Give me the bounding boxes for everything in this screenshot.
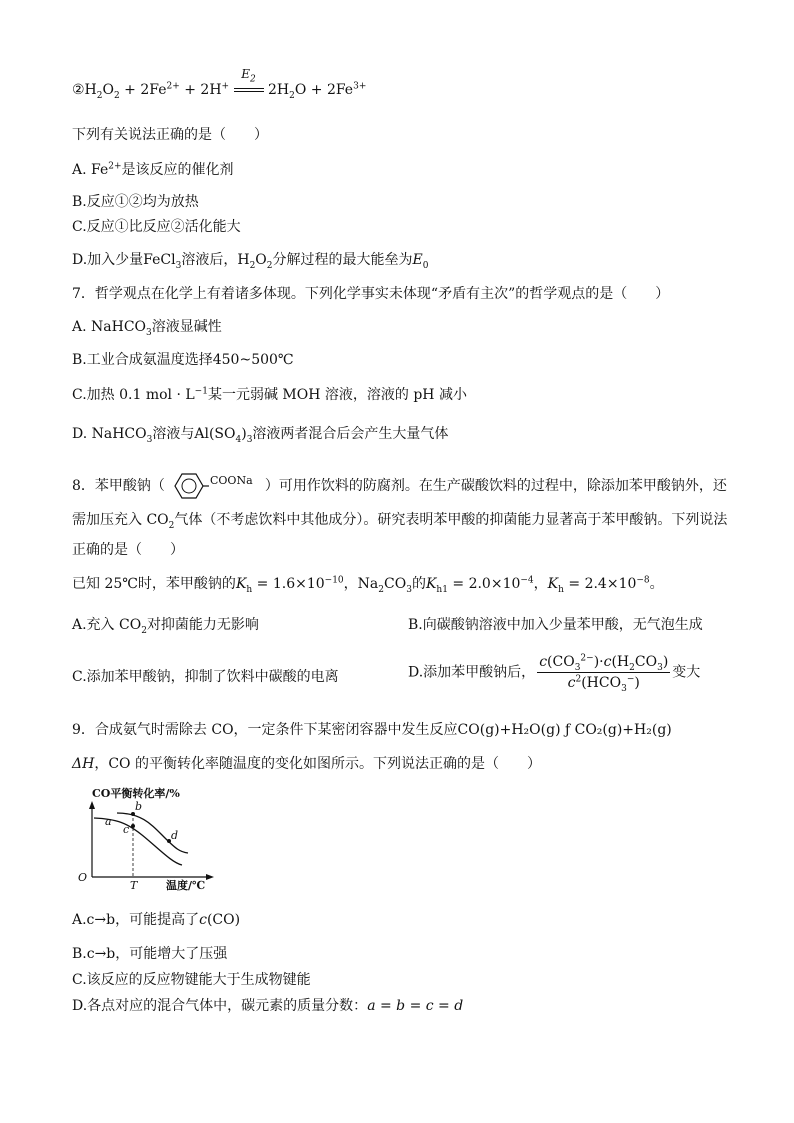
q6-option-d-e: E (412, 252, 423, 268)
q9-option-d-eq: a = b = c = d (367, 998, 464, 1014)
q8-given-end: 。 (649, 576, 664, 592)
q9-option-a (72, 910, 240, 930)
q9-option-d-pre: D.各点对应的混合气体中，碳元素的质量分数： (72, 998, 368, 1014)
q9-option-b: B.c→b，可能增大了压强 (72, 946, 228, 962)
q8-given-val1: = 1.6×10 (252, 576, 325, 592)
q8-given-val2: = 2.0×10 (447, 576, 521, 592)
q6-option-a-sup: 2+ (108, 161, 122, 172)
q8-option-a-pre: A.充入 CO (72, 617, 142, 633)
q9-option-a-c: c (199, 912, 207, 928)
point-b-label: b (135, 800, 143, 813)
q7-option-d-pre: D. NaHCO (72, 426, 147, 442)
q7-option-b: B.工业合成氨温度选择450~500℃ (72, 352, 294, 368)
reaction-2: $②H_2O_2 + 2Fe^{2+} + 2H^+$ $E_2$ $2H_2O + 2Fe^{3+}$ (72, 67, 367, 101)
q8-given-exp2: −4 (520, 575, 534, 586)
q6-option-c: C.反应①比反应②活化能大 (72, 219, 241, 235)
q8-option-d (408, 652, 700, 693)
q8-given-mid3: 的 (411, 576, 426, 592)
q8-stem-line1 (72, 470, 727, 502)
q8-stem-line2: 需加压充入 $CO_2$气体（不考虑饮料中其他成分）。研究表明苯甲酸的抑菌能力显著高于苯甲酸钠。下列说法 (72, 512, 728, 531)
reaction-arrow (234, 67, 264, 100)
benzene-ring-icon (165, 470, 265, 502)
q8-given-exp1: −10 (324, 575, 344, 586)
point-d-label: d (171, 829, 179, 842)
q6-option-a (72, 160, 234, 180)
q8-given-val3: = 2.4×10 (563, 576, 637, 592)
graph-origin: O (78, 871, 88, 884)
point-c (131, 824, 135, 828)
q9-option-c: C.该反应的反应物键能大于生成物键能 (72, 972, 311, 988)
q6-option-d-e-sub: 0 (422, 260, 429, 271)
q6-option-d-pre: D.加入少量FeCl (72, 252, 176, 268)
point-a-label: a (105, 815, 112, 828)
benzoate-label: COONa (209, 474, 253, 487)
q8-stem-pre: 8．苯甲酸钠（ (72, 478, 165, 494)
q9-option-d (72, 996, 463, 1016)
q9-option-a-post: (CO) (206, 912, 241, 928)
q8-option-d-pre: D.添加苯甲酸钠后， (408, 664, 536, 681)
q6-option-a-post: 是该反应的催化剂 (121, 162, 234, 178)
reaction-label-sub: 2 (250, 74, 256, 85)
q9-equation: CO(g)+H₂O(g) ƒ CO₂(g)+H₂(g) (457, 722, 672, 738)
q8-option-b: B.向碳酸钠溶液中加入少量苯甲酸，无气泡生成 (408, 617, 703, 633)
point-c-label: c (123, 823, 130, 836)
q8-option-a-post: 对抑菌能力无影响 (146, 617, 259, 633)
graph-xlabel: 温度/℃ (166, 879, 206, 892)
q7-option-d-post: 溶液两者混合后会产生大量气体 (252, 426, 449, 442)
reaction-2-prefix: ②H (72, 82, 97, 98)
co-conversion-graph (72, 785, 222, 895)
graph-ylabel: CO平衡转化率/% (92, 787, 180, 800)
q9-stem2-post: ，CO 的平衡转化率随温度的变化如图所示。下列说法正确的是（ ） (94, 756, 541, 772)
q7-option-a-pre: A. NaHCO (72, 319, 147, 335)
q6-stem: 下列有关说法正确的是（ ） (72, 127, 268, 143)
q8-option-d-fraction: $\frac{c(CO_3^{2-})\cdot c(H_2CO_3)}{c^2(HCO_3^-)}$ (539, 653, 669, 694)
q8-given-exp3: −8 (636, 575, 650, 586)
q8-stem-post: ）可用作饮料的防腐剂。在生产碳酸饮料的过程中，除添加苯甲酸钠外，还 (264, 478, 727, 494)
q9-stem-pre: 9．合成氨气时需除去 CO，一定条件下某密闭容器中发生反应 (72, 722, 458, 738)
q8-stem2-pre: 需加压充入 CO (72, 512, 169, 528)
benzoate-structure (165, 470, 265, 502)
q6-option-d-mid: 溶液后，H (181, 252, 250, 268)
q7-option-c-sup: −1 (194, 386, 208, 397)
q8-given-pre: 已知 25℃时，苯甲酸钠的 (72, 576, 236, 592)
q7-option-c-post: 某一元弱碱 MOH 溶液，溶液的 pH 减小 (207, 387, 467, 403)
q9-delta-h: ΔH (72, 756, 95, 772)
q9-stem-line2 (72, 754, 541, 774)
graph-t-label: T (130, 879, 138, 892)
q9-stem-line1 (72, 720, 672, 740)
q7-stem: 7．哲学观点在化学上有着诸多体现。下列化学事实未体现“矛盾有主次”的哲学观点的是（ ） (72, 286, 670, 302)
q7-option-a: A. NaHCO$_3$溶液显碱性 (72, 319, 222, 338)
q6-option-b: B.反应①②均为放热 (72, 194, 199, 210)
q6-option-a-pre: A. Fe (72, 162, 109, 178)
q6-option-d: D.加入少量FeCl$_3$溶液后，$H_2O_2$分解过程的最大能垒为$E_0$ (72, 252, 429, 271)
q6-option-d-mid2: O (255, 252, 267, 268)
q6-option-d-post: 分解过程的最大能垒为 (272, 252, 413, 268)
q8-stem2-post: 气体（不考虑饮料中其他成分）。研究表明苯甲酸的抑菌能力显著高于苯甲酸钠。下列说法 (174, 512, 728, 528)
q8-option-d-post: 变大 (672, 664, 701, 681)
q8-given: 已知 25℃时，苯甲酸钠的$K_h = 1.6\times 10^{-10}$，$Na_2CO_3$的$K_{h1} = 2.0\times 10^{-4}$，$K_h = 2.4\times 10^{-8}$。 (72, 575, 664, 595)
q8-option-c: C.添加苯甲酸钠，抑制了饮料中碳酸的电离 (72, 669, 339, 685)
q8-stem-line3: 正确的是（ ） (72, 542, 184, 558)
q7-option-d: D. NaHCO$_3$溶液与$Al(SO_4)_3$溶液两者混合后会产生大量气体 (72, 426, 449, 445)
q7-option-d-mid: 溶液与Al(SO (152, 426, 236, 442)
q8-given-mid2: CO (384, 576, 407, 592)
q7-option-a-post: 溶液显碱性 (151, 319, 222, 335)
q9-option-a-pre: A.c→b，可能提高了 (72, 912, 200, 928)
q8-given-mid: ，Na (343, 576, 379, 592)
q7-option-c (72, 385, 467, 405)
q8-option-a: A.充入 $CO_2$对抑菌能力无影响 (72, 617, 259, 636)
reaction-label: E (241, 67, 251, 81)
q7-option-c-pre: C.加热 0.1 mol · L (72, 387, 195, 403)
